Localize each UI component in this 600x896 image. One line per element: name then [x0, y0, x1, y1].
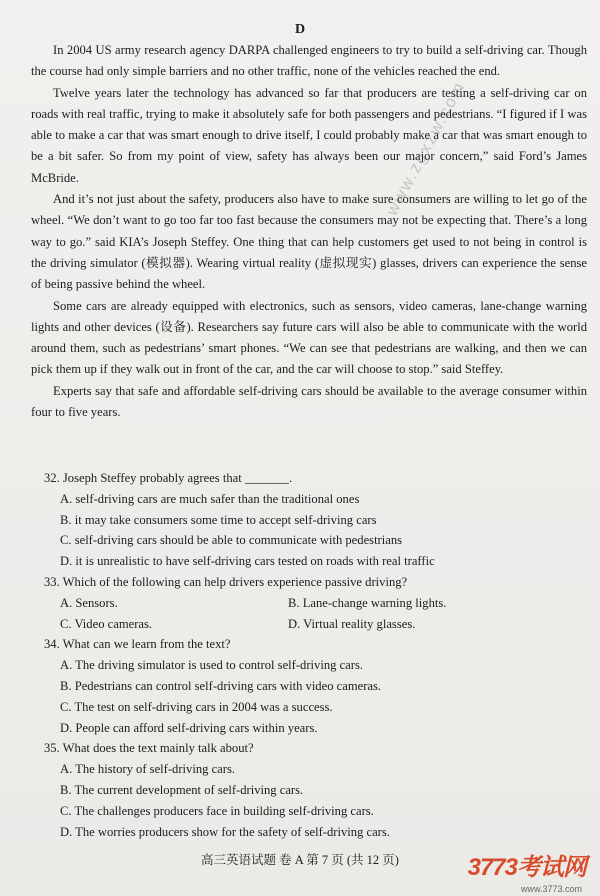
question-stem: 35. What does the text mainly talk about? [44, 741, 254, 756]
option-d: D. The worries producers show for the safety of self-driving cars. [60, 824, 390, 839]
option-d: D. People can afford self-driving cars within years. [60, 720, 318, 735]
watermark: www.zgxzw.com [382, 77, 470, 219]
option-a: A. Sensors. [60, 595, 118, 610]
paragraph-2: Twelve years later the technology has advanced so far that producers are testing a self-driving car on roads with real traffic, trying to make it absolutely safe for both passengers and pedestrians. “I figured if I was able to make a car that was smart enough to drive itself, I could probably make a car that was smart enough to be a bit safer. So from my point of view, safety has always been our major concern,” said Ford’s James McBride. [31, 85, 587, 185]
option-b: B. Pedestrians can control self-driving cars with video cameras. [60, 678, 382, 693]
page-footer: 高三英语试题 卷 A 第 7 页 (共 12 页) [201, 853, 399, 867]
option-b: B. The current development of self-driving cars. [60, 782, 304, 797]
option-c: C. The challenges producers face in building self-driving cars. [60, 803, 374, 818]
question-list [44, 468, 574, 842]
question-stem: 32. Joseph Steffey probably agrees that _______. [44, 471, 293, 485]
option-a: A. The history of self-driving cars. [60, 762, 235, 777]
option-a: A. self-driving cars are much safer than the traditional ones [60, 491, 360, 506]
option-c: C. Video cameras. [60, 616, 153, 631]
passage-body [31, 40, 587, 423]
passage-title: D [294, 22, 306, 37]
option-d: D. Virtual reality glasses. [288, 616, 416, 631]
question-34 [44, 634, 574, 738]
option-c: C. The test on self-driving cars in 2004 was a success. [60, 699, 333, 714]
paragraph-3: And it’s not just about the safety, producers also have to make sure consumers are willing to let go of the wheel. “We don’t want to go too far too fast because the consumers may not be expecting that. There’s a long way to go.” said KIA’s Joseph Steffey. One thing that can help customers get used to not being in control is the driving simulator (模拟器). Wearing virtual reality (虚拟现实) glasses, drivers can experience the sense of being passive behind the wheel. [31, 192, 587, 292]
option-a: A. The driving simulator is used to control self-driving cars. [60, 658, 364, 673]
question-33 [44, 572, 574, 634]
paragraph-5: Experts say that safe and affordable self-driving cars should be available to the average consumer within four to five years. [31, 383, 587, 420]
question-stem: 33. Which of the following can help drivers experience passive driving? [44, 574, 408, 589]
site-logo-url: www.3773.com [520, 884, 582, 894]
question-stem: 34. What can we learn from the text? [44, 637, 231, 652]
paragraph-4: Some cars are already equipped with electronics, such as sensors, video cameras, lane-change warning lights and other devices (设备). Researchers say future cars will also be able to communicate with the world around them, such as pedestrians’ smart phones. “We can see that pedestrians are walking, and then we can pick them up if they walk out in front of the car, and the car will choose to stop.” said Steffey. [31, 298, 587, 377]
option-c: C. self-driving cars should be able to communicate with pedestrians [60, 533, 403, 548]
option-d: D. it is unrealistic to have self-driving cars tested on roads with real traffic [60, 554, 435, 569]
site-logo: 3773考试网 [467, 854, 586, 881]
option-b: B. it may take consumers some time to accept self-driving cars [60, 512, 377, 527]
option-b: B. Lane-change warning lights. [288, 595, 447, 610]
paragraph-1: In 2004 US army research agency DARPA challenged engineers to try to build a self-driving car. Though the course had only simple barriers and no other traffic, none of the vehicles reached the end. [31, 43, 587, 79]
option-grid [60, 593, 574, 635]
question-32 [44, 468, 574, 572]
question-35 [44, 738, 574, 842]
